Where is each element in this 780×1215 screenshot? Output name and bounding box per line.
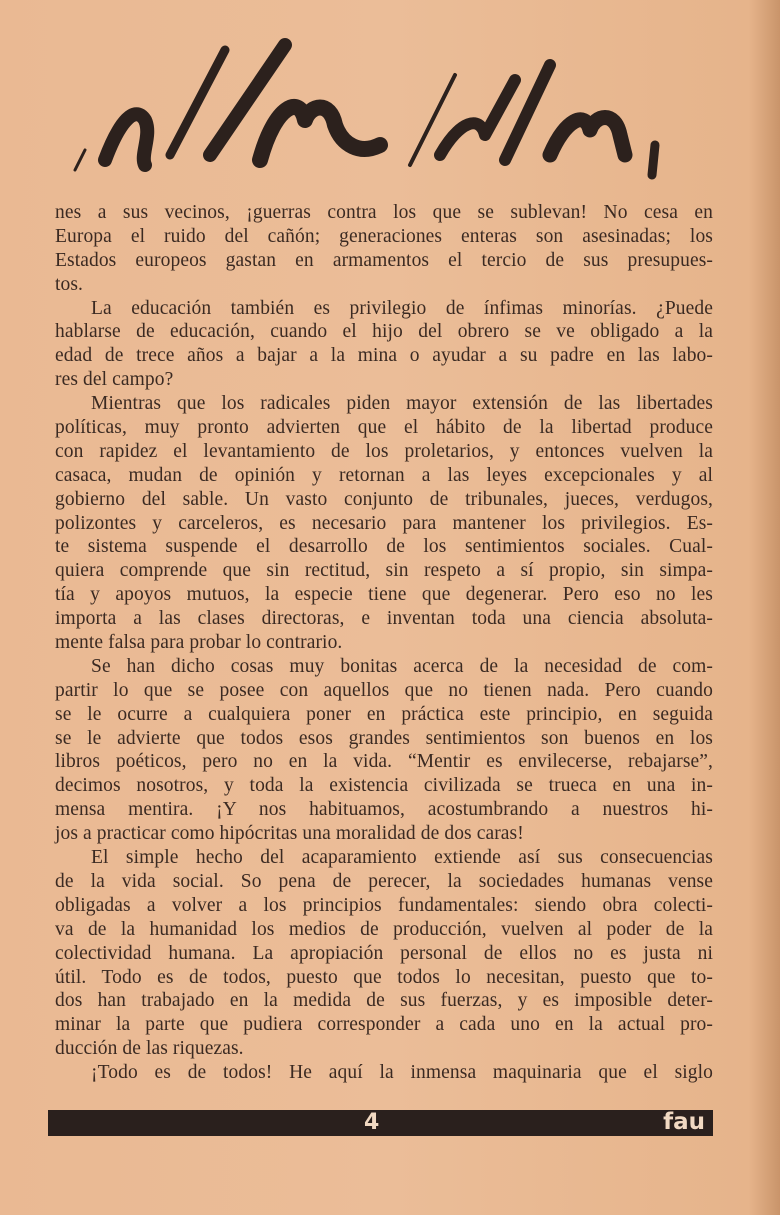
page-number: 4 — [364, 1110, 380, 1135]
text-line: edad de trece años a bajar a la mina o ayudar a su padre en las labo- — [55, 345, 713, 367]
text-line: importa a las clases directoras, e inventan toda una ciencia absoluta- — [55, 608, 713, 630]
text-line: se le ocurre a cualquiera poner en práctica este principio, en seguida — [55, 703, 713, 725]
footer-bar — [48, 1110, 713, 1136]
text-line: Estados europeos gastan en armamentos el tercio de sus presupues- — [55, 249, 713, 271]
publisher-logo: fau — [663, 1109, 705, 1135]
text-line: políticas, muy pronto advierten que el hábito de la libertad produce — [55, 417, 713, 439]
text-line: útil. Todo es de todos, puesto que todos lo necesitan, puesto que to- — [55, 966, 713, 988]
text-line: Mientras que los radicales piden mayor extensión de las libertades — [91, 393, 713, 415]
text-line: Se han dicho cosas muy bonitas acerca de la necesidad de com- — [91, 655, 713, 677]
text-line: minar la parte que pudiera corresponder a cada uno en la actual pro- — [55, 1014, 713, 1036]
text-line: va de la humanidad los medios de producción, vuelven al poder de la — [55, 918, 713, 940]
text-line: polizontes y carceleros, es necesario para mantener los privilegios. Es- — [55, 512, 713, 534]
text-line: dos han trabajado en la medida de sus fuerzas, y es imposible deter- — [55, 990, 713, 1012]
text-line: ducción de las riquezas. — [55, 1038, 244, 1060]
body-text — [55, 201, 713, 1085]
text-line: decimos nosotros, y toda la existencia civilizada se trueca en una in- — [55, 775, 713, 797]
text-line: jos a practicar como hipócritas una moralidad de dos caras! — [55, 823, 524, 845]
text-line: tos. — [55, 273, 84, 295]
text-line: quiera comprende que sin rectitud, sin respeto a sí propio, sin simpa- — [55, 560, 713, 582]
text-line: ¡Todo es de todos! He aquí la inmensa maquinaria que el siglo — [91, 1062, 713, 1084]
text-line: tía y apoyos mutuos, la especie tiene que degenerar. Pero eso no les — [55, 584, 713, 606]
text-line: se le advierte que todos esos grandes sentimientos son buenos en los — [55, 727, 713, 749]
brush-calligraphy-graphic — [60, 25, 680, 195]
text-line: partir lo que se posee con aquellos que no tienen nada. Pero cuando — [55, 679, 713, 701]
text-line: casaca, mudan de opinión y retornan a las leyes excepcionales y al — [55, 464, 713, 486]
text-line: res del campo? — [55, 369, 174, 391]
text-line: El simple hecho del acaparamiento extiende así sus consecuencias — [91, 847, 713, 869]
text-line: con rapidez el levantamiento de los proletarios, y entonces vuelven la — [55, 440, 713, 462]
text-line: gobierno del sable. Un vasto conjunto de tribunales, jueces, verdugos, — [55, 488, 713, 510]
text-line: mensa mentira. ¡Y nos habituamos, acostumbrando a nuestros hi- — [55, 799, 713, 821]
text-line: Europa el ruido del cañón; generaciones enteras son asesinadas; los — [55, 225, 713, 247]
text-line: hablarse de educación, cuando el hijo del obrero se ve obligado a la — [55, 321, 713, 343]
text-line: de la vida social. So pena de perecer, la sociedades humanas vense — [55, 870, 713, 892]
text-line: La educación también es privilegio de ínfimas minorías. ¿Puede — [91, 297, 713, 319]
text-line: mente falsa para probar lo contrario. — [55, 632, 343, 654]
text-line: colectividad humana. La apropiación personal de ellos no es justa ni — [55, 942, 713, 964]
text-line: te sistema suspende el desarrollo de los sentimientos sociales. Cual- — [55, 536, 713, 558]
text-line: obligadas a volver a los principios fundamentales: siendo obra colecti- — [55, 894, 713, 916]
text-line: libros poéticos, pero no en la vida. “Mentir es envilecerse, rebajarse”, — [55, 751, 713, 773]
text-line: nes a sus vecinos, ¡guerras contra los que se sublevan! No cesa en — [55, 202, 713, 223]
